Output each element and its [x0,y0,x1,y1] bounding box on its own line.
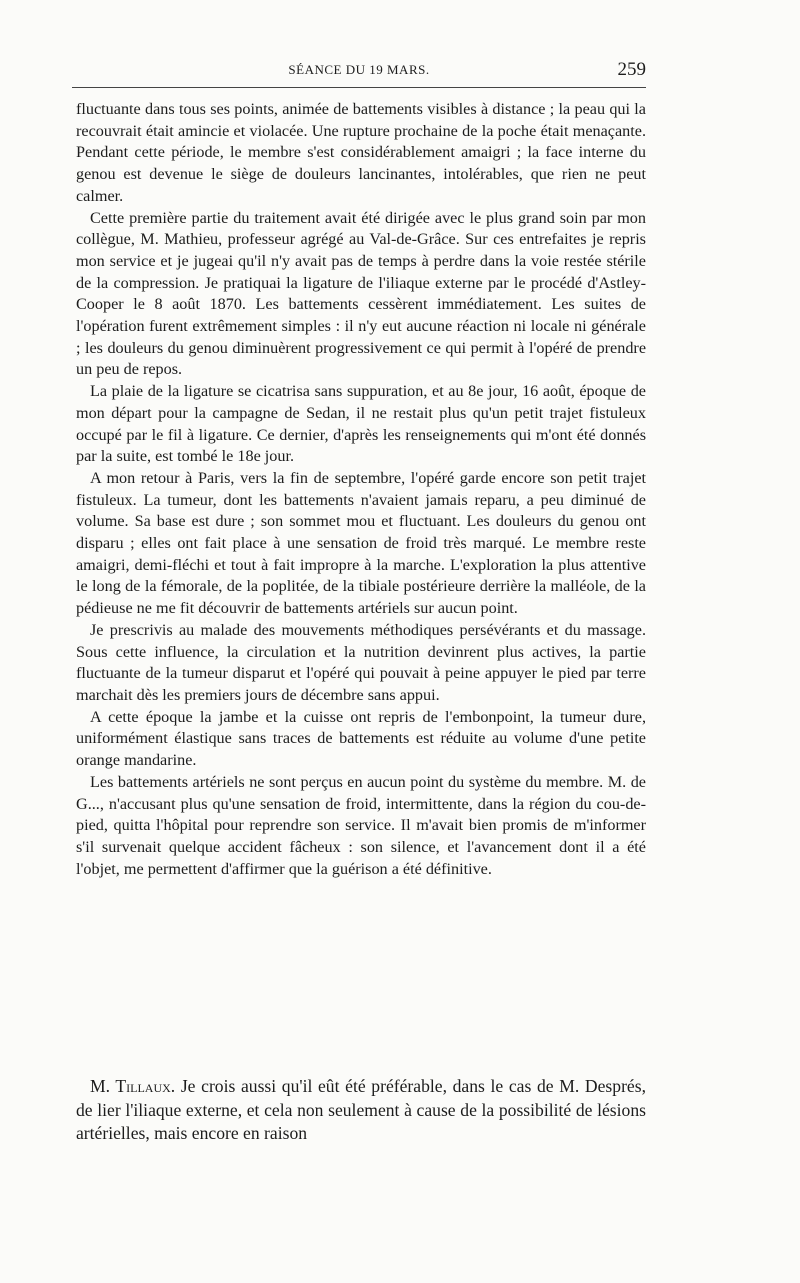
paragraph-3: La plaie de la ligature se cicatrisa sans suppuration, et au 8e jour, 16 août, époque de mon départ pour la campagne de Sedan, il ne restait plus qu'un petit trajet fistuleux occupé par le fil à ligature. Ce dernier, d'après les renseignements qui m'ont été donnés par la suite, est tombé le 18e jour. [76,382,646,466]
body-text [76,99,646,880]
paragraph-2: Cette première partie du traitement avait été dirigée avec le plus grand soin par mon collègue, M. Mathieu, professeur agrégé au Val-de-Grâce. Sur ces entrefaites je repris mon service et je jugeai qu'il n'y avait pas de temps à perdre dans la voie restée stérile de la compression. Je pratiquai la ligature de l'iliaque externe par le procédé d'Astley-Cooper le 8 août 1870. Les battements cessèrent immédiatement. Les suites de l'opération furent extrêmement simples : il n'y eut aucune réaction ni locale ni générale ; les douleurs du genou diminuèrent progressivement ce qui permit à l'opéré de prendre un peu de repos. [76,208,646,379]
running-header [72,60,646,84]
speech-text: Je crois aussi qu'il eût été préférable, dans le cas de M. Després, de lier l'iliaque externe, et cela non seulement à cause de la possibilité de lésions artérielles, mais encore en raison [76,1076,646,1143]
page-number: 259 [617,59,646,80]
header-rule [72,87,646,88]
paragraph-7: Les battements artériels ne sont perçus en aucun point du système du membre. M. de G..., n'accusant plus qu'une sensation de froid, intermittente, dans la région du cou-de-pied, quitta l'hôpital pour reprendre son service. Il m'avait bien promis de m'informer s'il survenait quelque accident fâcheux : son silence, et l'avancement dont il a été l'objet, me permettent d'affirmer que la guérison a été définitive. [76,772,646,878]
paragraph-4: A mon retour à Paris, vers la fin de septembre, l'opéré garde encore son petit trajet fistuleux. La tumeur, dont les battements n'avaient jamais reparu, a peu diminué de volume. Sa base est dure ; son sommet mou et fluctuant. Les douleurs du genou ont disparu ; elles ont fait place à une sensation de froid très marqué. Le membre reste amaigri, demi-fléchi et tout à fait impropre à la marche. L'exploration la plus attentive le long de la fémorale, de la poplitée, de la tibiale postérieure derrière la malléole, de la pédieuse ne me fit découvrir de battements artériels sur aucun point. [76,468,646,618]
speech-block [76,1075,646,1146]
paragraph-6: A cette époque la jambe et la cuisse ont repris de l'embonpoint, la tumeur dure, uniformément élastique sans traces de battements est réduite au volume d'une petite orange mandarine. [76,707,646,770]
header-title: SÉANCE DU 19 MARS. [288,62,430,77]
paragraph-1: fluctuante dans tous ses points, animée de battements visibles à distance ; la peau qui la recouvrait était amincie et violacée. Une rupture prochaine de la poche était menaçante. Pendant cette période, le membre s'est considérablement amaigri ; la face interne du genou est devenue le siège de douleurs lancinantes, intolérables, que rien ne peut calmer. [76,100,646,205]
paragraph-5: Je prescrivis au malade des mouvements méthodiques persévérants et du massage. Sous cette influence, la circulation et la nutrition devinrent plus actives, la partie fluctuante de la tumeur disparut et l'opéré qui pouvait à peine appuyer le pied par terre marchait dès les premiers jours de décembre sans appui. [76,620,646,704]
speaker-name: M. Tillaux. [90,1076,176,1096]
speech-paragraph [76,1075,646,1146]
